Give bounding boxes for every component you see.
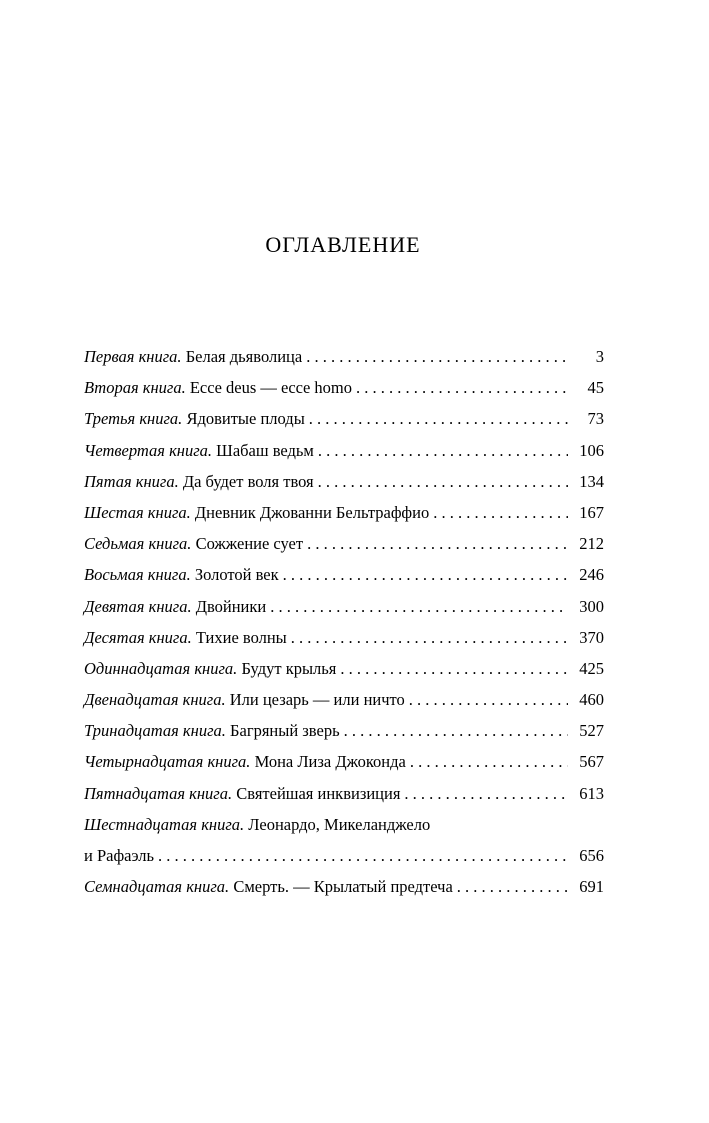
toc-entry — [84, 871, 604, 902]
book-label: Четвертая книга. — [84, 440, 213, 460]
dot-leader — [410, 746, 568, 777]
toc-entry — [84, 403, 604, 434]
page-number: 3 — [595, 347, 604, 366]
toc-entry — [84, 435, 604, 466]
book-label: Четырнадцатая книга. — [84, 752, 251, 772]
chapter-title: Смерть. — Крылатый предтеча — [233, 877, 453, 897]
toc-entry — [84, 778, 604, 809]
page-number: 425 — [579, 658, 604, 678]
chapter-title: Мона Лиза Джоконда — [254, 752, 406, 772]
chapter-title-continued: и Рафаэль — [84, 846, 155, 866]
toc-entry — [84, 466, 604, 497]
chapter-title: Двойники — [195, 596, 267, 616]
page-number: 691 — [579, 877, 604, 897]
page-number: 212 — [579, 534, 604, 554]
dot-leader — [309, 403, 568, 434]
toc-entry — [84, 497, 604, 528]
chapter-title: Тихие волны — [195, 627, 287, 647]
page-number: 167 — [579, 502, 604, 522]
dot-leader — [409, 684, 568, 715]
dot-leader — [344, 715, 568, 746]
toc-entry — [84, 591, 604, 622]
book-label: Седьмая книга. — [84, 534, 192, 554]
chapter-title: Будут крылья — [241, 658, 337, 678]
chapter-title: Леонардо, Микеланджело — [248, 814, 431, 834]
book-label: Первая книга. — [84, 347, 182, 366]
book-label: Десятая книга. — [84, 627, 192, 647]
book-label: Восьмая книга. — [84, 565, 191, 585]
book-label: Шестнадцатая книга. — [84, 814, 245, 834]
book-label: Пятнадцатая книга. — [84, 783, 233, 803]
chapter-title: Золотой век — [194, 565, 279, 585]
book-label: Семнадцатая книга. — [84, 877, 230, 897]
page-number: 370 — [579, 627, 604, 647]
page-number: 656 — [579, 846, 604, 866]
page-number: 300 — [579, 596, 604, 616]
dot-leader — [356, 372, 568, 403]
book-label: Одиннадцатая книга. — [84, 658, 238, 678]
page-number: 134 — [579, 471, 604, 491]
dot-leader — [283, 559, 568, 590]
chapter-title: Белая дьяволица — [185, 347, 303, 366]
dot-leader — [433, 497, 568, 528]
toc-entry — [84, 746, 604, 777]
chapter-title: Или цезарь — или ничто — [229, 690, 405, 710]
chapter-title: Святейшая инквизиция — [236, 783, 401, 803]
dot-leader — [404, 778, 568, 809]
page-number: 527 — [579, 721, 604, 741]
dot-leader — [457, 871, 568, 902]
toc-entry — [84, 715, 604, 746]
chapter-title: Да будет воля твоя — [182, 471, 314, 491]
toc-entry — [84, 559, 604, 590]
chapter-title: Ecce deus — ecce homo — [189, 378, 353, 398]
book-label: Девятая книга. — [84, 596, 192, 616]
page-number: 613 — [579, 783, 604, 803]
page-title: ОГЛАВЛЕНИЕ — [265, 232, 421, 257]
page-number: 567 — [579, 752, 604, 772]
dot-leader — [318, 466, 568, 497]
toc-entry — [84, 528, 604, 559]
chapter-title: Шабаш ведьм — [216, 440, 314, 460]
chapter-title: Сожжение сует — [195, 534, 304, 554]
toc-entry — [84, 372, 604, 403]
toc-entry — [84, 809, 604, 871]
page-number: 73 — [587, 409, 604, 429]
book-label: Двенадцатая книга. — [84, 690, 226, 710]
toc-entry — [84, 684, 604, 715]
dot-leader — [291, 622, 568, 653]
chapter-title: Багряный зверь — [230, 721, 340, 741]
page-number: 106 — [579, 440, 604, 460]
page-number: 246 — [579, 565, 604, 585]
dot-leader — [158, 840, 568, 871]
chapter-title: Ядовитые плоды — [186, 409, 305, 429]
dot-leader — [306, 341, 568, 372]
dot-leader — [318, 435, 568, 466]
book-label: Тринадцатая книга. — [84, 721, 226, 741]
page-number: 45 — [587, 378, 604, 398]
dot-leader — [307, 528, 568, 559]
book-label: Пятая книга. — [84, 471, 179, 491]
dot-leader — [340, 653, 568, 684]
book-label: Вторая книга. — [84, 378, 186, 398]
page-number: 460 — [579, 690, 604, 710]
toc-entry — [84, 653, 604, 684]
book-label: Третья книга. — [84, 409, 183, 429]
table-of-contents — [84, 341, 604, 902]
chapter-title: Дневник Джованни Бельтраффио — [194, 502, 430, 522]
toc-entry — [84, 341, 604, 372]
book-label: Шестая книга. — [84, 502, 191, 522]
dot-leader — [270, 591, 568, 622]
toc-entry — [84, 622, 604, 653]
